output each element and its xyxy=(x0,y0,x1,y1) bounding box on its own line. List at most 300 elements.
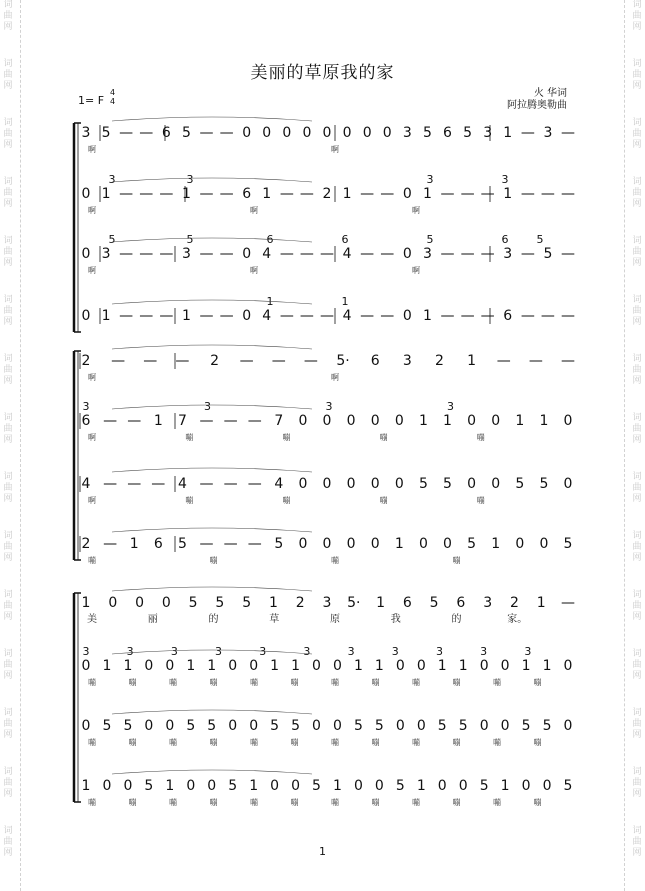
watermark-char: 曲 xyxy=(3,70,13,80)
note: — xyxy=(440,308,455,324)
note: 3 xyxy=(422,246,432,262)
watermark-char: 曲 xyxy=(632,601,642,611)
lyric-syllable: 啊 xyxy=(412,266,420,275)
note: 0 xyxy=(443,536,452,552)
note: 4 xyxy=(262,308,272,324)
note: 3 xyxy=(483,125,493,141)
watermark-char: 网 xyxy=(632,848,642,858)
note: 0 xyxy=(416,718,426,734)
note: 0 xyxy=(322,413,332,429)
note: 1 xyxy=(270,658,280,674)
harmony-note: 6 xyxy=(341,233,349,246)
note: — xyxy=(139,308,154,324)
note: 0 xyxy=(322,125,332,141)
lyric-syllable: 嘣 xyxy=(452,678,461,687)
watermark-char: 网 xyxy=(632,22,642,32)
lyric-syllable: 的 xyxy=(451,614,462,625)
note: 0 xyxy=(322,536,332,552)
watermark-char: 曲 xyxy=(3,306,13,316)
note: — xyxy=(219,125,234,141)
note: 5 xyxy=(188,595,198,611)
note: 3 xyxy=(101,246,111,262)
note: 0 xyxy=(437,778,447,794)
note: — xyxy=(528,353,543,369)
note: — xyxy=(440,246,455,262)
watermark-char: 曲 xyxy=(3,11,13,21)
note: — xyxy=(199,536,214,552)
note: 6 xyxy=(81,413,91,429)
lyric-syllable: 嘣 xyxy=(128,678,137,687)
note: 0 xyxy=(370,476,380,492)
note: 0 xyxy=(312,718,321,734)
lyric-syllable: 啊 xyxy=(412,206,420,215)
note: — xyxy=(159,308,174,324)
lyric-syllable: 嘣 xyxy=(533,678,542,687)
harmony-note: 3 xyxy=(204,400,211,413)
watermark-char: 曲 xyxy=(632,837,642,847)
lyric-syllable: 嘣 xyxy=(533,798,542,807)
watermark-char: 曲 xyxy=(632,778,642,788)
note: 0 xyxy=(395,658,405,674)
note: 1 xyxy=(342,186,352,202)
note: — xyxy=(247,413,262,429)
note: — xyxy=(380,186,395,202)
note: 0 xyxy=(416,658,426,674)
note: 1 xyxy=(503,186,513,202)
note: 0 xyxy=(298,476,308,492)
lyric-syllable: 啊 xyxy=(88,433,96,442)
lyric-syllable: 嘣 xyxy=(371,798,380,807)
lyric-syllable: 嘣 xyxy=(185,496,194,505)
note: 1 xyxy=(467,353,477,369)
note: — xyxy=(199,246,214,262)
note: 0 xyxy=(302,125,312,141)
note: 1 xyxy=(101,186,111,202)
note: 2 xyxy=(210,353,219,369)
note: 1 xyxy=(353,658,363,674)
note: — xyxy=(360,186,375,202)
note: 0 xyxy=(322,476,332,492)
note: 0 xyxy=(563,476,573,492)
note: 0 xyxy=(362,125,372,141)
note: — xyxy=(561,353,575,369)
note: — xyxy=(320,246,334,262)
watermark-char: 曲 xyxy=(632,660,642,670)
watermark-char: 网 xyxy=(632,553,642,563)
note: 0 xyxy=(521,778,531,794)
note: 0 xyxy=(186,778,196,794)
note: 5 xyxy=(177,536,187,552)
lyric-syllable: 嘣 xyxy=(128,738,137,747)
lyric-syllable: 嘣 xyxy=(290,678,299,687)
note: 1 xyxy=(416,778,426,794)
note: — xyxy=(480,308,495,324)
key-signature: 1= F xyxy=(78,94,105,107)
lyric-syllable: 嘣 xyxy=(209,798,218,807)
watermark-char: 曲 xyxy=(3,247,13,257)
note: — xyxy=(279,246,294,262)
note: 5 xyxy=(207,718,217,734)
harmony-note: 3 xyxy=(186,173,194,186)
note: 5 xyxy=(395,778,405,794)
note: 1 xyxy=(102,658,112,674)
note: 0 xyxy=(467,476,477,492)
note: 5 xyxy=(101,125,111,141)
note: 1 xyxy=(458,658,468,674)
watermark-char: 词 xyxy=(632,590,642,600)
note: 0 xyxy=(563,658,573,674)
note: — xyxy=(496,353,511,369)
watermark-char: 词 xyxy=(3,413,13,423)
harmony-note: 3 xyxy=(426,173,434,186)
note: — xyxy=(119,246,134,262)
note: — xyxy=(279,186,294,202)
note: 5 xyxy=(215,595,225,611)
note: 1 xyxy=(521,658,531,674)
note: 1 xyxy=(503,125,513,141)
note: 1 xyxy=(333,778,342,794)
slur xyxy=(112,528,312,532)
note: — xyxy=(460,186,475,202)
note: 5 xyxy=(443,476,452,492)
note: 3 xyxy=(322,595,332,611)
note: — xyxy=(199,186,214,202)
note: 4 xyxy=(177,476,187,492)
note: — xyxy=(320,308,334,324)
note: 4 xyxy=(342,246,352,262)
note: 2 xyxy=(435,353,444,369)
watermark-char: 网 xyxy=(632,258,642,268)
watermark-char: 词 xyxy=(632,0,642,10)
lyric-syllable: 啊 xyxy=(331,145,339,154)
note: — xyxy=(119,308,134,324)
watermark-char: 词 xyxy=(632,236,642,246)
note: 1 xyxy=(422,186,432,202)
lyric-syllable: 嘣 xyxy=(209,556,218,565)
note: 1 xyxy=(186,658,196,674)
note: — xyxy=(520,246,535,262)
lyric-syllable: 嘣 xyxy=(476,496,485,505)
lyric-syllable: 嘣 xyxy=(169,678,177,687)
watermark-char: 曲 xyxy=(632,11,642,21)
watermark-char: 网 xyxy=(632,140,642,150)
watermark-char: 词 xyxy=(3,0,13,10)
note: 1 xyxy=(81,778,91,794)
watermark-char: 曲 xyxy=(3,719,13,729)
watermark-char: 网 xyxy=(3,612,13,622)
note: — xyxy=(223,476,238,492)
note: 3 xyxy=(503,246,513,262)
note: 5 xyxy=(563,536,573,552)
note: 1 xyxy=(165,778,175,794)
watermark-char: 词 xyxy=(3,767,13,777)
note: 1 xyxy=(500,778,510,794)
watermark-char: 网 xyxy=(632,494,642,504)
watermark-char: 曲 xyxy=(632,129,642,139)
harmony-note: 3 xyxy=(215,645,223,658)
note: 0 xyxy=(81,186,91,202)
lyric-syllable: 啊 xyxy=(88,145,96,154)
watermark-char: 网 xyxy=(3,730,13,740)
harmony-note: 5 xyxy=(186,233,194,246)
lyric-syllable: 嘣 xyxy=(371,738,380,747)
note: 5 xyxy=(539,476,549,492)
lyric-syllable: 嘣 xyxy=(379,433,388,442)
note: 0 xyxy=(394,413,404,429)
note: 1 xyxy=(536,595,546,611)
note: 1 xyxy=(491,536,501,552)
note: 4 xyxy=(274,476,284,492)
lyric-syllable: 嘣 xyxy=(371,678,380,687)
lyric-syllable: 嘣 xyxy=(379,496,388,505)
note: 5 xyxy=(353,718,363,734)
note: 5 xyxy=(270,718,280,734)
note: — xyxy=(139,186,154,202)
watermark-char: 网 xyxy=(3,553,13,563)
note: 0 xyxy=(500,718,510,734)
note: 5 xyxy=(312,778,321,794)
note: 6 xyxy=(370,353,380,369)
note: — xyxy=(159,186,174,202)
note: 5 xyxy=(467,536,477,552)
lyric-syllable: 的 xyxy=(208,614,219,625)
slur xyxy=(112,405,312,409)
watermark-char: 网 xyxy=(3,140,13,150)
note: 1 xyxy=(181,186,191,202)
note: — xyxy=(380,246,395,262)
note: — xyxy=(299,246,314,262)
harmony-note: 3 xyxy=(447,400,454,413)
note: 7 xyxy=(274,413,284,429)
note: 5 xyxy=(144,778,154,794)
note: — xyxy=(219,186,234,202)
watermark-char: 曲 xyxy=(3,837,13,847)
watermark-char: 网 xyxy=(632,612,642,622)
note: 0 xyxy=(402,308,412,324)
note: 4 xyxy=(81,476,91,492)
note: 0 xyxy=(370,536,380,552)
note: — xyxy=(520,125,535,141)
lyric-syllable: 啊 xyxy=(250,266,258,275)
lyric-syllable: 嘣 xyxy=(185,433,194,442)
watermark-char: 曲 xyxy=(632,719,642,729)
note: 0 xyxy=(479,718,489,734)
watermark-char: 词 xyxy=(3,708,13,718)
watermark-char: 词 xyxy=(632,531,642,541)
harmony-note: 3 xyxy=(501,173,509,186)
note: 0 xyxy=(374,778,384,794)
watermark-char: 网 xyxy=(3,199,13,209)
note: 0 xyxy=(491,413,501,429)
watermark-char: 词 xyxy=(632,295,642,305)
slur xyxy=(112,117,312,121)
watermark-char: 词 xyxy=(632,177,642,187)
slur xyxy=(112,300,312,304)
lyric-syllable: 嘣 xyxy=(331,738,339,747)
note: 1 xyxy=(249,778,259,794)
note: 0 xyxy=(402,186,412,202)
lyric-syllable: 啊 xyxy=(88,206,96,215)
harmony-note: 3 xyxy=(82,400,90,413)
harmony-note: 3 xyxy=(391,645,399,658)
watermark-char: 词 xyxy=(3,826,13,836)
harmony-note: 5 xyxy=(108,233,116,246)
note: 0 xyxy=(298,536,308,552)
note: 1 xyxy=(539,413,549,429)
harmony-note: 3 xyxy=(524,645,532,658)
note: 7 xyxy=(177,413,187,429)
watermark-char: 曲 xyxy=(3,365,13,375)
note: 1 xyxy=(262,186,272,202)
watermark-char: 词 xyxy=(632,472,642,482)
note: 1 xyxy=(437,658,447,674)
watermark-char: 曲 xyxy=(3,542,13,552)
note: 1 xyxy=(394,536,404,552)
note: 0 xyxy=(563,413,573,429)
note: 5 xyxy=(274,536,284,552)
note: 0 xyxy=(282,125,292,141)
lyric-syllable: 草 xyxy=(269,614,280,625)
note: 0 xyxy=(382,125,392,141)
note: 3 xyxy=(81,125,91,141)
note: 5 xyxy=(515,476,525,492)
note: — xyxy=(223,536,238,552)
note: 0 xyxy=(262,125,272,141)
harmony-note: 6 xyxy=(266,233,274,246)
note: 1 xyxy=(422,308,432,324)
note: — xyxy=(199,308,214,324)
note: 1 xyxy=(129,536,139,552)
note: — xyxy=(223,413,238,429)
note: 0 xyxy=(144,718,154,734)
note: 3 xyxy=(402,125,412,141)
note: — xyxy=(303,353,318,369)
note: — xyxy=(460,308,475,324)
harmony-note: 3 xyxy=(170,645,178,658)
note: 6 xyxy=(161,125,171,141)
lyric-syllable: 嘣 xyxy=(412,798,420,807)
lyric-syllable: 嘣 xyxy=(128,798,137,807)
watermark-char: 曲 xyxy=(632,306,642,316)
lyric-syllable: 嘣 xyxy=(169,798,177,807)
lyric-syllable: 嘣 xyxy=(88,678,96,687)
watermark-char: 网 xyxy=(3,494,13,504)
watermark-char: 词 xyxy=(3,590,13,600)
note: — xyxy=(139,125,154,141)
watermark-char: 曲 xyxy=(3,188,13,198)
note: 5 xyxy=(291,718,301,734)
note: 5 xyxy=(181,125,191,141)
note: 1 xyxy=(376,595,386,611)
note: — xyxy=(360,246,375,262)
note: 0 xyxy=(418,536,428,552)
note: 0 xyxy=(346,536,356,552)
note: 0 xyxy=(346,476,356,492)
harmony-note: 3 xyxy=(325,400,333,413)
watermark-char: 曲 xyxy=(632,247,642,257)
note: 5 xyxy=(463,125,473,141)
page-number: 1 xyxy=(319,845,326,858)
watermark-char: 曲 xyxy=(3,601,13,611)
note: 0 xyxy=(228,718,238,734)
lyric-syllable: 原 xyxy=(330,614,340,625)
harmony-note: 5 xyxy=(536,233,544,246)
lyric-syllable: 嘣 xyxy=(452,798,461,807)
note: — xyxy=(561,595,575,611)
note: 0 xyxy=(81,658,91,674)
harmony-note: 6 xyxy=(501,233,509,246)
lyric-syllable: 嘣 xyxy=(331,798,339,807)
lyric-syllable: 嘣 xyxy=(493,798,501,807)
note: — xyxy=(139,246,154,262)
watermark-char: 词 xyxy=(3,649,13,659)
note: 0 xyxy=(228,658,238,674)
lyric-syllable: 嘣 xyxy=(476,433,485,442)
watermark-char: 词 xyxy=(3,118,13,128)
note: 2 xyxy=(509,595,519,611)
note: 5 xyxy=(542,718,552,734)
note: 3 xyxy=(402,353,412,369)
slur xyxy=(112,178,312,182)
note: 0 xyxy=(242,308,252,324)
harmony-note: 5 xyxy=(426,233,434,246)
lyric-syllable: 丽 xyxy=(147,614,158,625)
note: 5 xyxy=(543,246,553,262)
watermark-char: 曲 xyxy=(3,660,13,670)
lyric-syllable: 啊 xyxy=(250,206,258,215)
note: 0 xyxy=(312,658,321,674)
note: 3 xyxy=(181,246,191,262)
note: — xyxy=(520,186,535,202)
note: — xyxy=(299,186,314,202)
note: 0 xyxy=(542,778,552,794)
note: 3 xyxy=(483,595,493,611)
watermark-char: 词 xyxy=(3,295,13,305)
lyric-syllable: 啊 xyxy=(331,373,339,382)
note: — xyxy=(143,353,158,369)
harmony-note: 1 xyxy=(341,295,349,308)
note: 0 xyxy=(135,595,145,611)
lyric-syllable: 嘣 xyxy=(209,678,218,687)
note: 0 xyxy=(291,778,301,794)
note: — xyxy=(299,308,314,324)
note: 0 xyxy=(395,718,405,734)
watermark-char: 曲 xyxy=(632,542,642,552)
note: 0 xyxy=(342,125,352,141)
meter-top: 4 xyxy=(110,88,116,97)
lyric-syllable: 嘣 xyxy=(533,738,542,747)
watermark-char: 网 xyxy=(3,22,13,32)
note: 0 xyxy=(539,536,549,552)
note: 0 xyxy=(370,413,380,429)
note: 0 xyxy=(491,476,501,492)
lyric-syllable: 嘣 xyxy=(331,678,339,687)
lyric-syllable: 嘣 xyxy=(452,738,461,747)
note: — xyxy=(561,308,575,324)
watermark-char: 曲 xyxy=(632,365,642,375)
watermark-char: 网 xyxy=(632,671,642,681)
slur xyxy=(112,710,312,714)
lyric-syllable: 嘣 xyxy=(331,556,339,565)
note: — xyxy=(199,125,214,141)
watermark-char: 词 xyxy=(632,649,642,659)
note: 0 xyxy=(346,413,356,429)
note: — xyxy=(247,476,262,492)
lyric-syllable: 嘣 xyxy=(452,556,461,565)
watermark-char: 词 xyxy=(632,118,642,128)
watermark-char: 词 xyxy=(632,59,642,69)
note: 0 xyxy=(500,658,510,674)
